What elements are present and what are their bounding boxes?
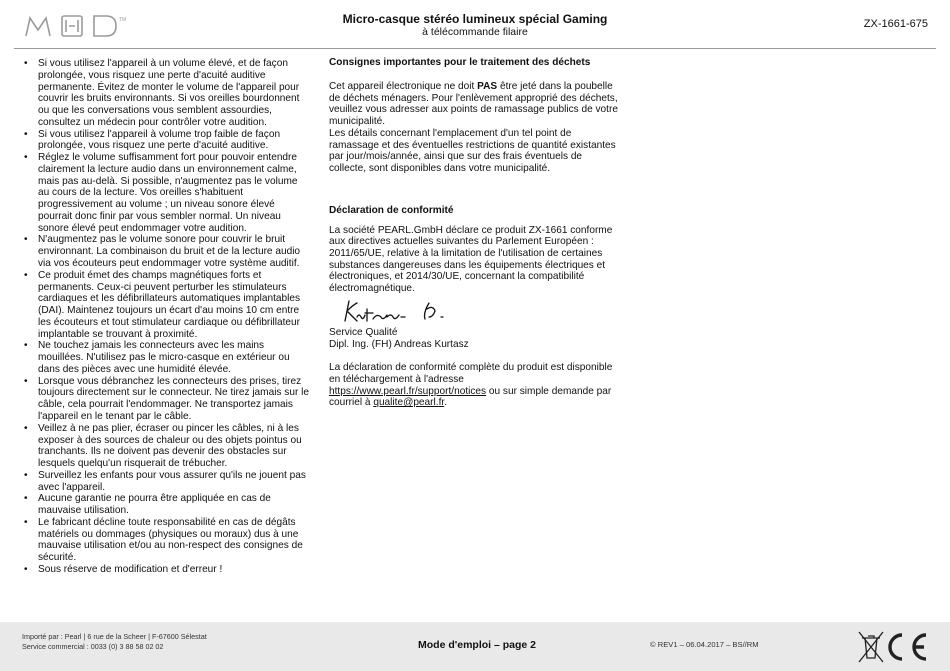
download-paragraph: [329, 362, 621, 409]
notices-link[interactable]: https://www.pearl.fr/support/notices: [329, 385, 487, 397]
list-item: • Sous réserve de modification et d'erreur !: [24, 564, 310, 576]
weee-bin-icon: [859, 632, 883, 662]
list-item: • Aucune garantie ne pourra être appliquée en cas de mauvaise utilisation.: [24, 493, 310, 517]
list-item: • Ce produit émet des champs magnétiques forts et permanents. Ceux-ci peuvent perturber les stimulateurs cardiaques et les défibrillateurs automatiques implantables (DAI). Maintenez toujours un écart d'au moins 10 cm entre les écouteurs et tout stimulateur cardiaque ou défibrillateur implantable se trouvant à proximité.: [24, 270, 310, 341]
product-code: ZX-1661-675: [863, 18, 928, 30]
page-label: Mode d'emploi – page 2: [418, 639, 537, 651]
list-item: • N'augmentez pas le volume sonore pour couvrir le bruit environnant. La combinaison du bruit et de la lecture audio via vos écouteurs peut endommager votre système auditif.: [24, 234, 310, 269]
waste-heading: Consignes importantes pour le traitement des déchets: [329, 57, 591, 68]
download-text: .: [444, 397, 447, 409]
email-link[interactable]: qualite@pearl.fr: [373, 397, 445, 409]
signer-name: Dipl. Ing. (FH) Andreas Kurtasz: [329, 338, 469, 350]
list-item: • Veillez à ne pas plier, écraser ou pincer les câbles, ni à les exposer à des sources de chaleur ou des objets pointus ou tranchants. Ils ne doivent pas devenir des obstacles sur lesquels quelqu'un risquerait de trébucher.: [24, 423, 310, 470]
svg-text:TM: TM: [119, 17, 127, 23]
waste-text: être jeté dans la poubelle de déchets ménagers. Pour l'enlèvement approprié des déchets, veuillez vous adresser aux points de ramassage publics de votre municipalité.: [329, 81, 618, 128]
header-divider: [14, 48, 936, 49]
signature-icon: [339, 295, 449, 327]
waste-paragraph-1: [329, 81, 621, 128]
list-item: • Ne touchez jamais les connecteurs avec les mains mouillées. N'utilisez pas le micro-casque en extérieur ou dans des pièces avec une humidité élevée.: [24, 340, 310, 375]
download-text: La déclaration de conformité complète du produit est disponible en téléchargement à l'adresse: [329, 362, 613, 385]
waste-emphasis: PAS: [477, 81, 498, 92]
document-subtitle: à télécommande filaire: [422, 26, 528, 38]
service-phone: Service commercial : 0033 (0) 3 88 58 02 02: [22, 641, 164, 651]
ce-mark-icon: [890, 635, 926, 659]
list-item: • Si vous utilisez l'appareil à volume trop faible de façon prolongée, vous risquez une perte d'acuité auditive.: [24, 129, 310, 153]
document-title: Micro-casque stéréo lumineux spécial Gaming: [342, 12, 608, 26]
list-item: • Surveillez les enfants pour vous assurer qu'ils ne jouent pas avec l'appareil.: [24, 470, 310, 494]
importer-info: [22, 632, 207, 651]
download-text: ou sur simple demande par courriel à: [329, 385, 612, 409]
importer-address: Importé par : Pearl | 6 rue de la Scheer | F-67600 Sélestat: [22, 632, 207, 641]
service-label: Service Qualité: [329, 326, 398, 338]
waste-paragraph-2: Les détails concernant l'emplacement d'un tel point de ramassage et des éventuelles restrictions de quantité existantes par jour/mois/année, ainsi que sur des frais éventuels de collecte, sont disponibles dans votre municipalité.: [329, 127, 616, 174]
list-item: • Réglez le volume suffisamment fort pour pouvoir entendre clairement la lecture audio dans un environnement calme, mais pas au-delà. Si possible, n'augmentez pas le volume au cours de la lecture. Vos oreilles s'habituent progressivement au volume ; un niveau sonore élevé pourrait donc finir par vous sembler normal. Un niveau sonore élevé peut endommager votre audition.: [24, 152, 310, 234]
list-item: • Lorsque vous débranchez les connecteurs des prises, tirez toujours directement sur le connecteur. Ne tirez jamais sur le câble, cela pourrait l'endommager. Ne transportez jamais l'appareil en le tenant par le câble.: [24, 376, 310, 423]
conformity-heading: Déclaration de conformité: [329, 204, 454, 216]
safety-list-column: [24, 58, 310, 576]
info-column: [329, 57, 621, 409]
list-item: • Si vous utilisez l'appareil à un volume élevé, et de façon prolongée, vous risquez une perte d'acuité auditive permanente. Évitez de monter le volume de l'appareil pour couvrir les bruits environnants. Si vos oreilles bourdonnent ou que les conversations vous semblent assourdies, consultez un médecin pour contrôler votre audition.: [24, 58, 310, 129]
footer-bar: [0, 622, 950, 671]
revision-info: © REV1 – 06.04.2017 – BS//RM: [650, 640, 759, 649]
safety-list: [24, 58, 310, 576]
compliance-icons: [858, 630, 930, 664]
list-item: • Le fabricant décline toute responsabilité en cas de dégâts matériels ou dommages (physiques ou moraux) dus à une mauvaise utilisation et/ou au non-respect des consignes de sécurité.: [24, 517, 310, 564]
waste-text: Cet appareil électronique ne doit: [329, 81, 478, 92]
conformity-text: La société PEARL.GmbH déclare ce produit ZX-1661 conforme aux directives actuelles suivantes du Parlement Européen : 2011/65/UE, relative à la limitation de l'utilisation de certaines substances dangereuses dans les équipements électriques et électroniques, et 2014/30/UE, concernant la compatibilité électromagnétique.: [329, 224, 613, 295]
